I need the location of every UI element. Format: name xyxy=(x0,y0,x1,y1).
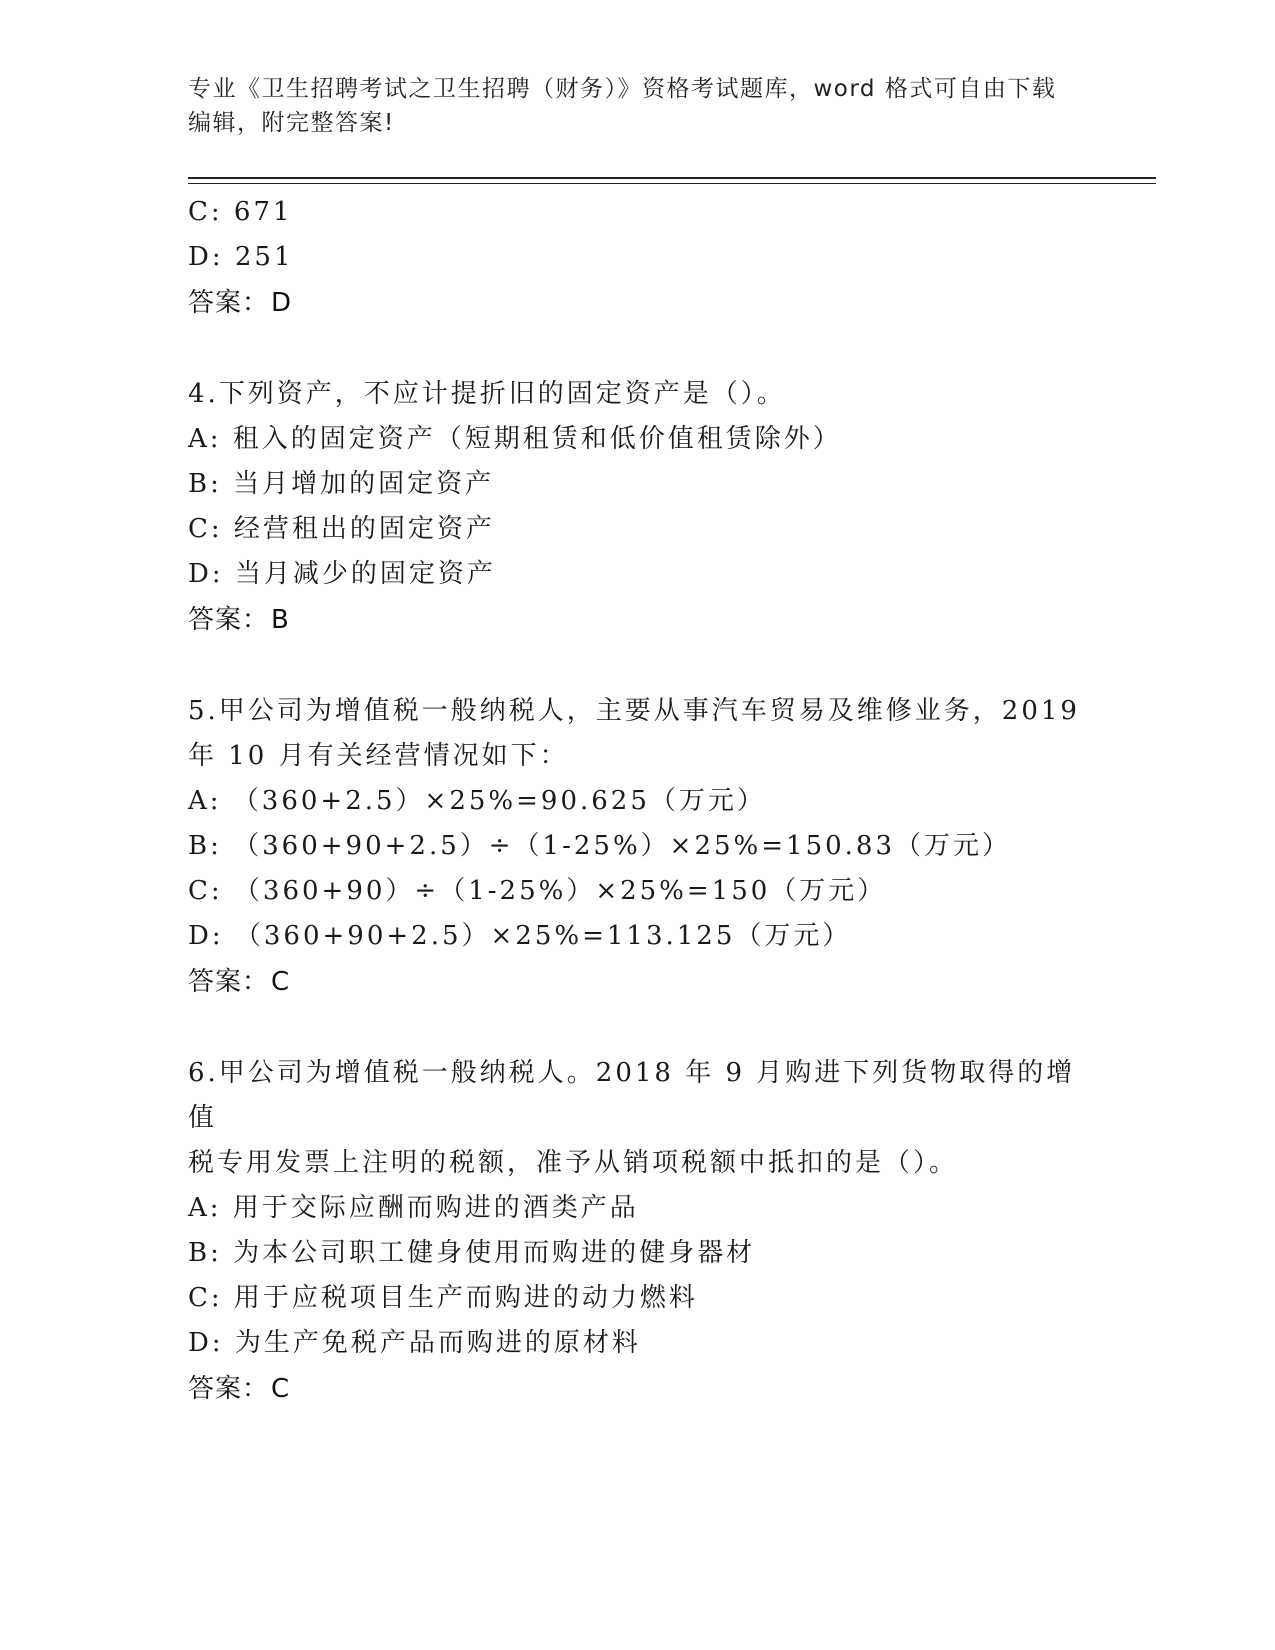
option-c: C: 经营租出的固定资产 xyxy=(188,514,495,544)
spacer xyxy=(188,327,1088,372)
answer-label: 答案： xyxy=(188,288,270,318)
stem-line: 6.甲公司为增值税一般纳税人。2018 年 9 月购进下列货物取得的增值 xyxy=(188,1058,1076,1133)
question-6 xyxy=(188,1051,1088,1413)
option-d: D: 251 xyxy=(188,242,294,272)
answer-value: C xyxy=(271,1374,291,1404)
answer-label: 答案： xyxy=(188,967,270,997)
question-list xyxy=(188,190,1088,1413)
header-divider-thick xyxy=(188,177,1156,179)
question-stem xyxy=(188,689,1088,779)
option-b: B: 当月增加的固定资产 xyxy=(188,469,495,499)
question-stem xyxy=(188,372,1088,417)
spacer xyxy=(188,644,1088,689)
option-c: C: 671 xyxy=(188,197,293,227)
option-b: B: 为本公司职工健身使用而购进的健身器材 xyxy=(188,1238,756,1268)
option-d: D: 当月减少的固定资产 xyxy=(188,559,496,589)
answer-value: C xyxy=(271,967,291,997)
option-c: C: （360+90）÷（1-25%）×25%=150（万元） xyxy=(188,876,887,906)
question-3-continued xyxy=(188,190,1088,327)
page-header xyxy=(188,72,1088,140)
option-d: D: （360+90+2.5）×25%=113.125（万元） xyxy=(188,921,852,951)
stem-line: 税专用发票上注明的税额，准予从销项税额中抵扣的是（）。 xyxy=(188,1148,959,1178)
spacer xyxy=(188,1006,1088,1051)
option-a: A: （360+2.5）×25%=90.625（万元） xyxy=(188,786,766,816)
answer-line xyxy=(188,959,1088,1006)
answer-value: D xyxy=(271,288,293,318)
question-stem xyxy=(188,1051,1088,1186)
answer-line xyxy=(188,597,1088,644)
answer-label: 答案： xyxy=(188,1374,270,1404)
option-d: D: 为生产免税产品而购进的原材料 xyxy=(188,1328,641,1358)
stem-line: 年 10 月有关经营情况如下： xyxy=(188,741,569,771)
answer-line xyxy=(188,280,1088,327)
stem-line: 4.下列资产，不应计提折旧的固定资产是（）。 xyxy=(188,379,786,409)
header-divider-thin xyxy=(188,183,1156,184)
option-a: A: 用于交际应酬而购进的酒类产品 xyxy=(188,1193,639,1223)
question-5 xyxy=(188,689,1088,1006)
option-c: C: 用于应税项目生产而购进的动力燃料 xyxy=(188,1283,698,1313)
answer-line xyxy=(188,1366,1088,1413)
header-line-1: 专业《卫生招聘考试之卫生招聘（财务）》资格考试题库，word 格式可自由下载 xyxy=(188,76,1057,102)
option-a: A: 租入的固定资产（短期租赁和低价值租赁除外） xyxy=(188,424,842,454)
answer-label: 答案： xyxy=(188,605,270,635)
stem-line: 5.甲公司为增值税一般纳税人，主要从事汽车贸易及维修业务，2019 xyxy=(188,696,1080,726)
question-4 xyxy=(188,372,1088,644)
header-line-2: 编辑，附完整答案! xyxy=(188,110,395,136)
option-b: B: （360+90+2.5）÷（1-25%）×25%=150.83（万元） xyxy=(188,831,1011,861)
answer-value: B xyxy=(271,605,290,635)
